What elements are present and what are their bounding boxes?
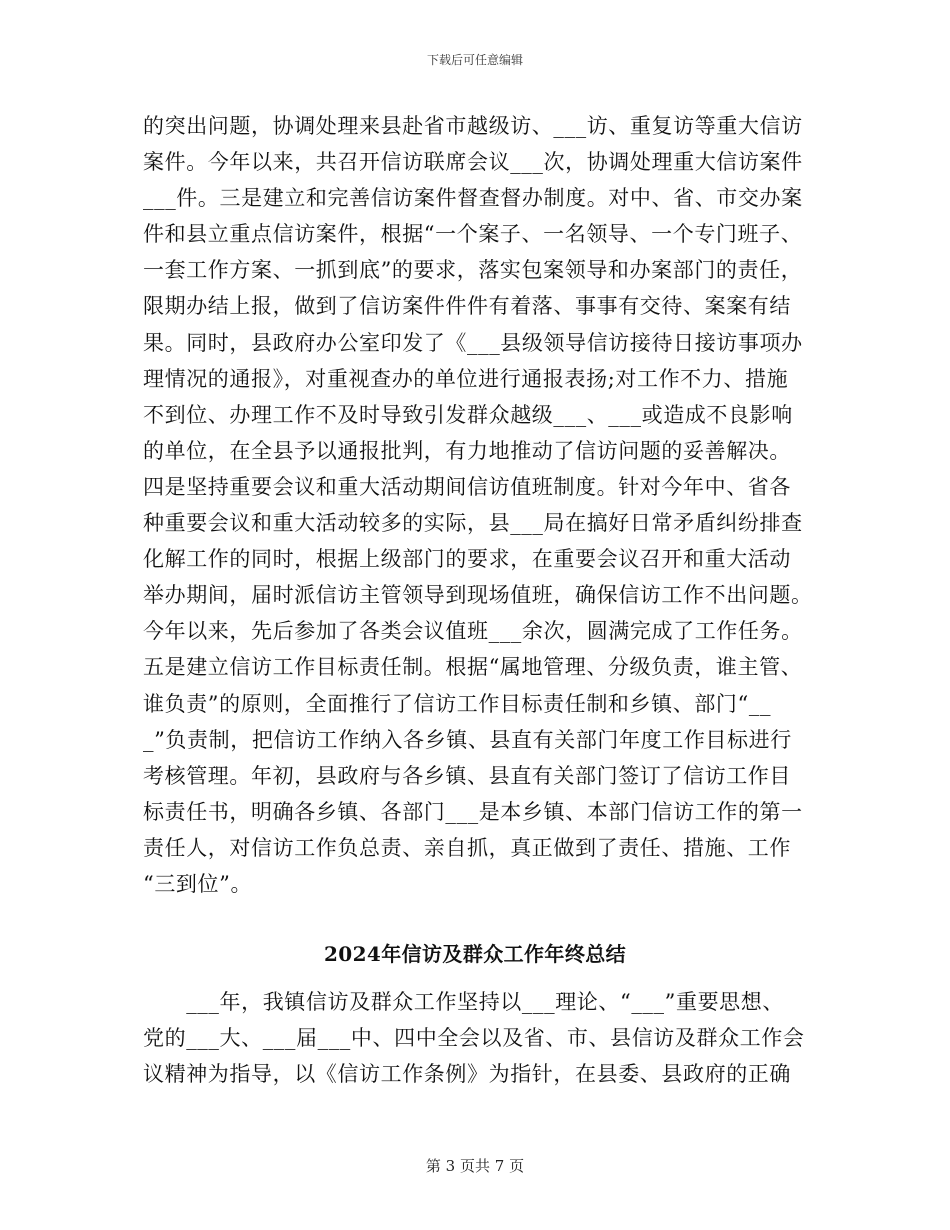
body-text xyxy=(143,108,823,902)
section-body-text xyxy=(143,984,823,1092)
body-line: 五是建立信访工作目标责任制。根据“属地管理、分级负责，谁主管、 xyxy=(143,655,803,680)
body-line: 不到位、办理工作不及时导致引发群众越级___、___或造成不良影响 xyxy=(143,402,793,427)
body-line: 举办期间，届时派信访主管领导到现场值班，确保信访工作不出问题。 xyxy=(143,583,813,608)
body-line: 一套工作方案、一抓到底”的要求，落实包案领导和办案部门的责任， xyxy=(143,258,803,283)
page-header: 下载后可任意编辑 xyxy=(426,53,523,67)
body-line: 责任人，对信访工作负总责、亲自抓，真正做到了责任、措施、工作 xyxy=(143,835,791,860)
body-line: 议精神为指导，以《信访工作条例》为指针，在县委、县政府的正确 xyxy=(143,1062,791,1087)
body-line: “三到位”。 xyxy=(143,871,253,896)
body-line: 四是坚持重要会议和重大活动期间信访值班制度。针对今年中、省各 xyxy=(143,474,791,499)
body-line: 标责任书，明确各乡镇、各部门___是本乡镇、本部门信访工作的第一 xyxy=(143,799,803,824)
body-line: 的单位，在全县予以通报批判，有力地推动了信访问题的妥善解决。 xyxy=(143,438,791,463)
body-line: ___件。三是建立和完善信访案件督查督办制度。对中、省、市交办案 xyxy=(143,186,803,211)
body-line: 理情况的通报》，对重视查办的单位进行通报表扬;对工作不力、措施 xyxy=(143,366,789,391)
body-line: 案件。今年以来，共召开信访联席会议___次，协调处理重大信访案件 xyxy=(143,150,803,175)
body-line: 种重要会议和重大活动较多的实际，县___局在搞好日常矛盾纠纷排查 xyxy=(143,511,803,536)
body-line: 化解工作的同时，根据上级部门的要求，在重要会议召开和重大活动 xyxy=(143,547,791,572)
body-line: 的突出问题，协调处理来县赴省市越级访、___访、重复访等重大信访 xyxy=(143,114,803,138)
body-line: 今年以来，先后参加了各类会议值班___余次，圆满完成了工作任务。 xyxy=(143,619,803,644)
body-line: 谁负责”的原则，全面推行了信访工作目标责任制和乡镇、部门“__ xyxy=(143,691,772,716)
page-footer: 第 3 页共 7 页 xyxy=(425,1157,525,1175)
body-line: 果。同时，县政府办公室印发了《___县级领导信访接待日接访事项办 xyxy=(143,330,803,355)
body-line: 党的___大、___届___中、四中全会以及省、市、县信访及群众工作会 xyxy=(143,1026,805,1051)
body-line: _”负责制，把信访工作纳入各乡镇、县直有关部门年度工作目标进行 xyxy=(143,727,792,752)
body-line: ___年，我镇信访及群众工作坚持以___理论、“___”重要思想、 xyxy=(143,990,784,1014)
section-title: 2024年信访及群众工作年终总结 xyxy=(323,942,627,966)
body-line: 限期办结上报，做到了信访案件件件有着落、事事有交待、案案有结 xyxy=(143,294,791,319)
body-line: 考核管理。年初，县政府与各乡镇、县直有关部门签订了信访工作目 xyxy=(143,763,791,788)
body-line: 件和县立重点信访案件，根据“一个案子、一名领导、一个专门班子、 xyxy=(143,222,803,247)
